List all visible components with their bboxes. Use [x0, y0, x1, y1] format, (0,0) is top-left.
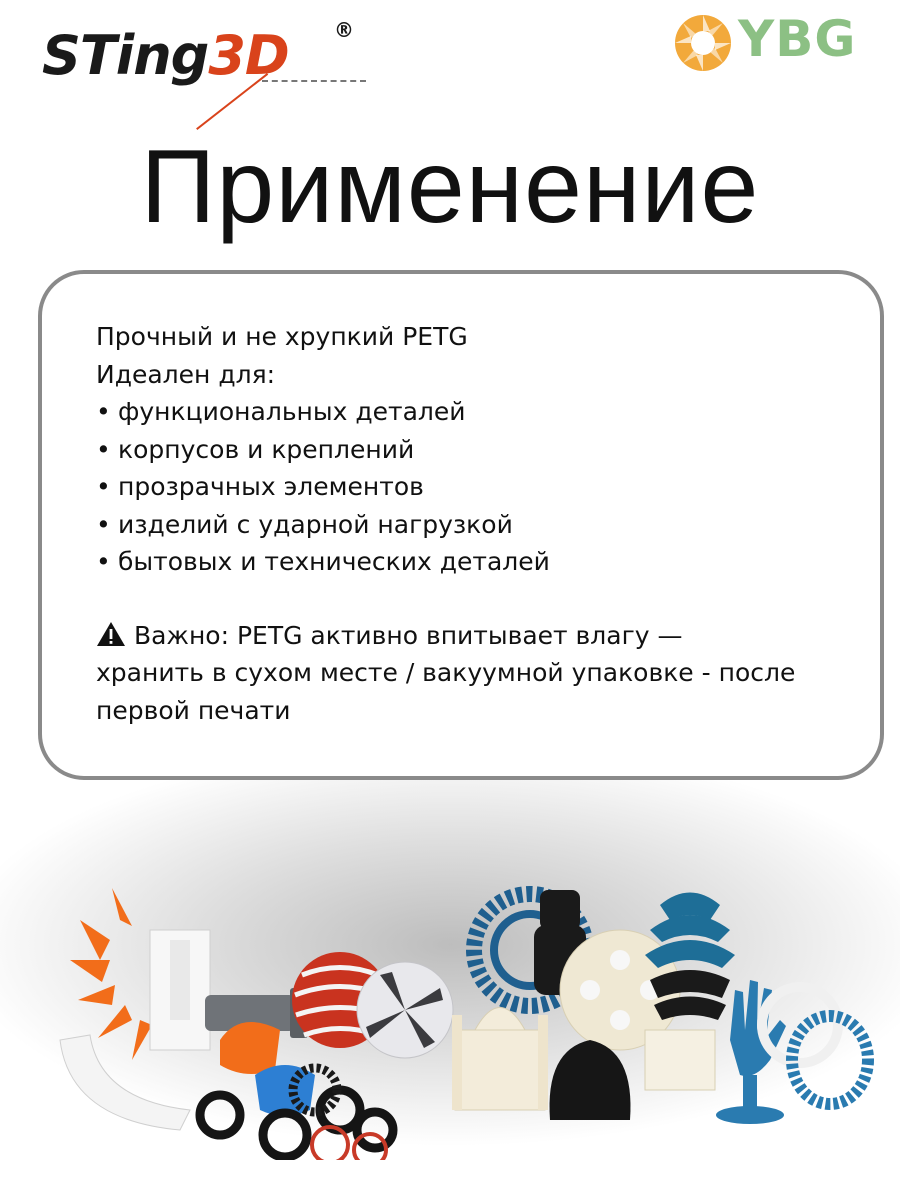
brand-logo	[42, 18, 372, 128]
list-item-text: изделий с ударной нагрузкой	[118, 509, 513, 539]
brand-wordmark-accent: 3D	[208, 24, 289, 87]
list-item	[96, 543, 876, 581]
product-photo	[0, 800, 900, 1200]
partner-logo	[672, 10, 872, 74]
list-item	[96, 506, 876, 544]
list-item-text: бытовых и технических деталей	[118, 547, 550, 576]
brand-wordmark-main: STing	[42, 24, 209, 87]
list-item-text: прозрачных элементов	[118, 472, 424, 501]
brand-underline	[262, 80, 366, 82]
brand-wordmark	[42, 24, 289, 87]
list-item	[96, 393, 876, 431]
card-intro: Прочный и не хрупкий PETG	[96, 322, 468, 351]
printed-parts-right-image	[440, 880, 880, 1140]
page-title: Применение	[140, 129, 760, 245]
warning-line-3: первой печати	[96, 695, 291, 725]
warning-line-2: хранить в сухом месте / вакуумной упаковке - после	[96, 658, 796, 687]
aperture-icon	[672, 12, 734, 74]
list-item-text: функциональных деталей	[118, 397, 466, 426]
bullet: •	[96, 434, 111, 464]
info-card	[38, 270, 884, 780]
warning-line-1	[96, 617, 876, 655]
warning-triangle-icon	[96, 621, 126, 647]
list-item-text: корпусов и креплений	[118, 434, 415, 464]
card-body	[96, 318, 876, 729]
registered-mark: ®	[334, 18, 354, 42]
card-lead: Идеален для:	[96, 359, 276, 389]
bullet: •	[96, 472, 111, 501]
feature-list	[96, 393, 876, 581]
list-item	[96, 468, 876, 506]
bullet: •	[96, 509, 111, 539]
bullet: •	[96, 547, 111, 576]
list-item	[96, 431, 876, 469]
warning-label: Важно:	[133, 620, 230, 650]
warning-note	[96, 617, 876, 730]
bullet: •	[96, 397, 111, 426]
partner-wordmark: YBG	[738, 10, 857, 68]
printed-parts-left-image	[40, 860, 460, 1160]
warning-text-1: PETG активно впитывает влагу —	[236, 620, 683, 650]
